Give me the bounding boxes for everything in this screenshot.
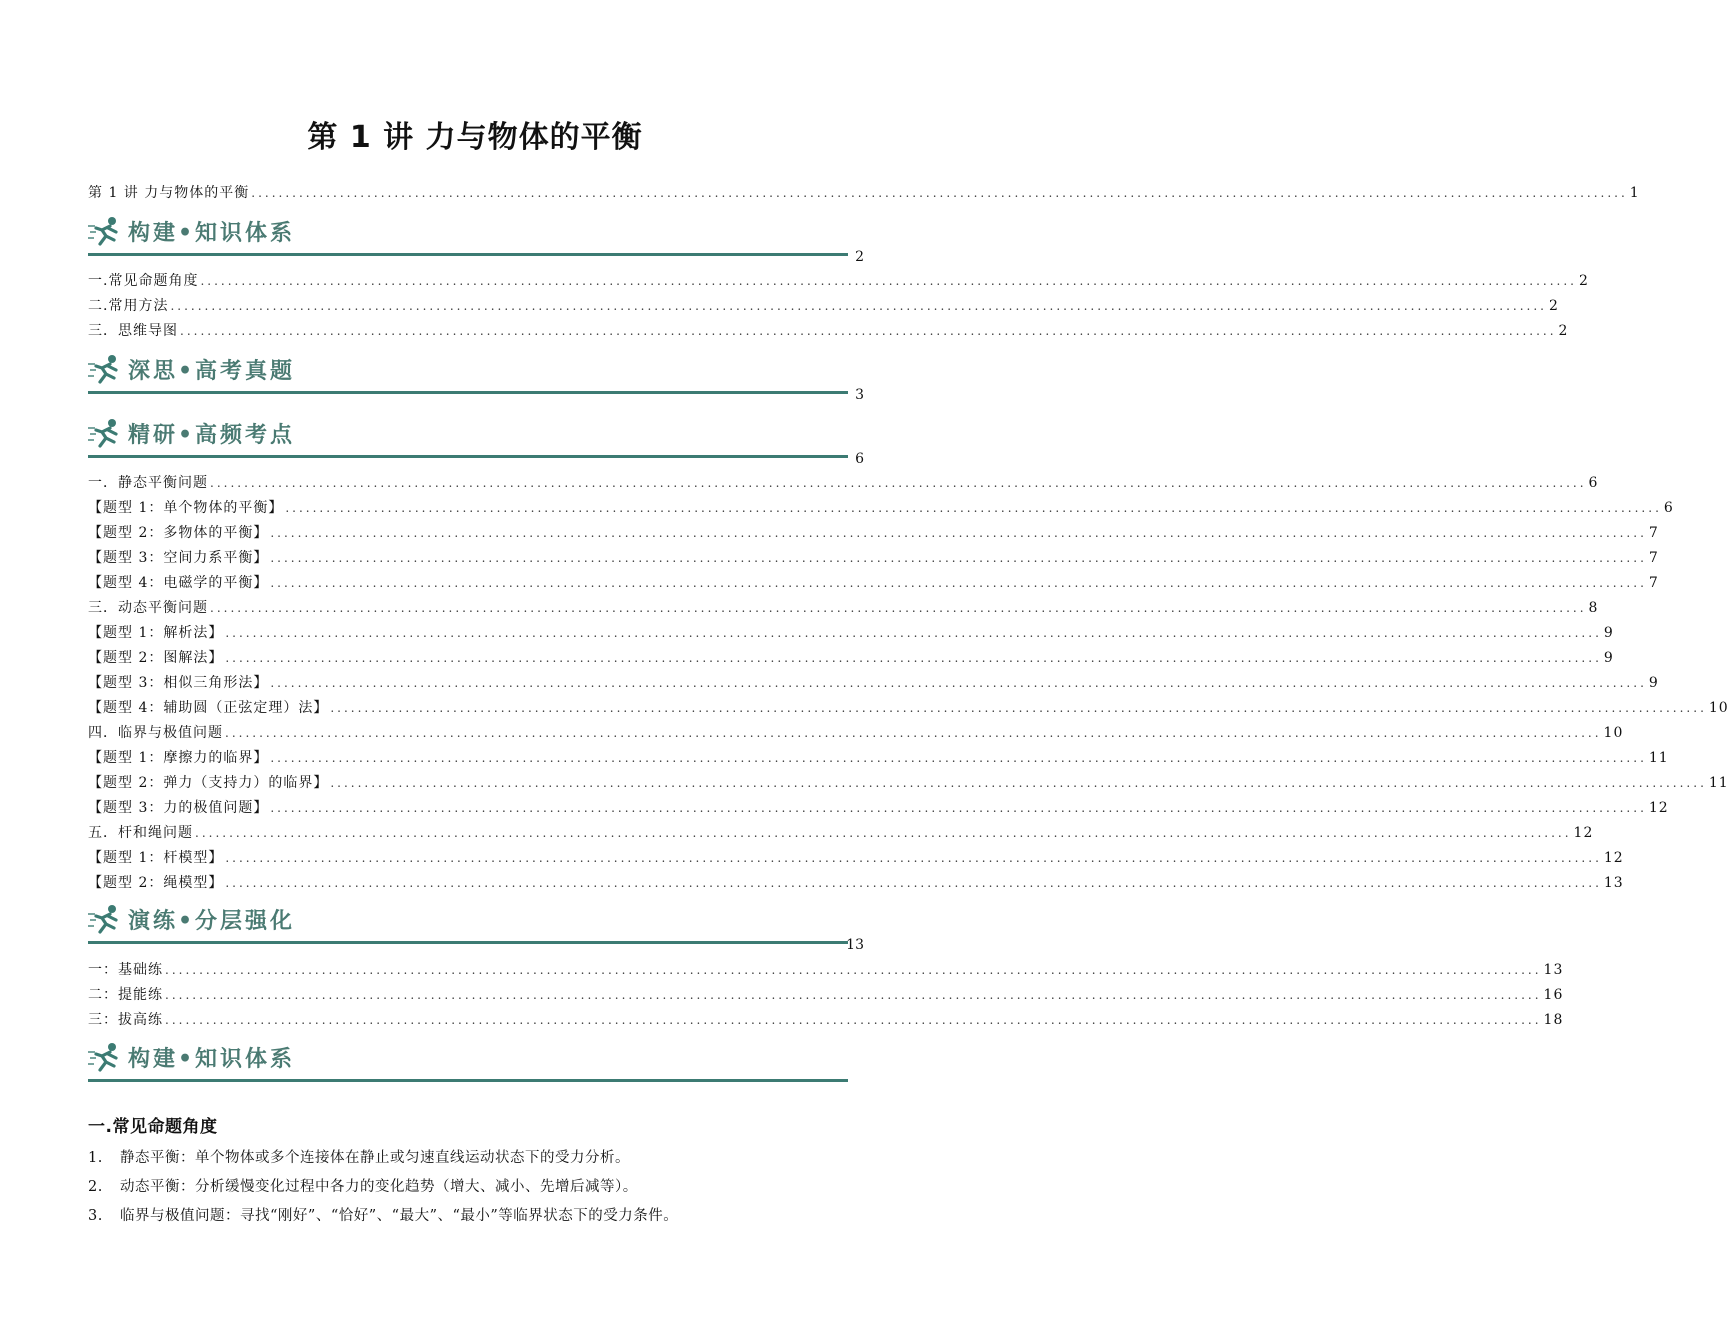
toc-entry-label: 【题型 3：力的极值问题】 bbox=[88, 800, 269, 816]
toc-leader: .......................................................................................................................................................................................................... bbox=[270, 576, 1647, 590]
toc-entry-label: 【题型 4：电磁学的平衡】 bbox=[88, 575, 269, 591]
toc-leader: .......................................................................................................................................................................................................... bbox=[330, 776, 1707, 790]
section-rule bbox=[88, 1079, 848, 1082]
toc-entry[interactable] bbox=[88, 795, 1669, 817]
toc-entry-page: 7 bbox=[1648, 550, 1659, 566]
toc-entry-page: 10 bbox=[1708, 700, 1729, 716]
toc-entry[interactable] bbox=[88, 620, 1614, 642]
section-title: 演练•分层强化 bbox=[128, 908, 296, 934]
toc-entry-page: 2 bbox=[1578, 273, 1589, 289]
list-item bbox=[88, 1148, 868, 1168]
toc-leader: .......................................................................................................................................................................................................... bbox=[270, 676, 1647, 690]
toc-entry-label: 【题型 2：绳模型】 bbox=[88, 875, 224, 891]
toc-entry-page: 12 bbox=[1603, 850, 1624, 866]
runner-icon bbox=[88, 354, 122, 384]
toc-leader: .......................................................................................................................................................................................................... bbox=[285, 501, 1662, 515]
toc-entry-label: 第 1 讲 力与物体的平衡 bbox=[88, 185, 250, 201]
list-number: 3. bbox=[88, 1208, 103, 1224]
toc-entry-page: 13 bbox=[1603, 875, 1624, 891]
toc-entry[interactable] bbox=[88, 1007, 1564, 1029]
toc-entry-label: 【题型 3：相似三角形法】 bbox=[88, 675, 269, 691]
toc-entry-label: 一：基础练 bbox=[88, 962, 163, 978]
toc-entry[interactable] bbox=[88, 745, 1669, 767]
toc-leader: .......................................................................................................................................................................................................... bbox=[210, 601, 1587, 615]
toc-entry[interactable] bbox=[88, 470, 1599, 492]
toc-entry-page: 7 bbox=[1648, 525, 1659, 541]
toc-leader: .......................................................................................................................................................................................................... bbox=[165, 963, 1542, 977]
toc-entry-page: 18 bbox=[1543, 1012, 1564, 1028]
toc-entry-page: 11 bbox=[1708, 775, 1729, 791]
section-header bbox=[88, 900, 848, 944]
toc-leader: .......................................................................................................................................................................................................... bbox=[195, 826, 1572, 840]
list-text: 临界与极值问题：寻找“刚好”、“恰好”、“最大”、“最小”等临界状态下的受力条件。 bbox=[120, 1208, 679, 1224]
list-text: 静态平衡：单个物体或多个连接体在静止或匀速直线运动状态下的受力分析。 bbox=[120, 1150, 630, 1166]
toc-entry[interactable] bbox=[88, 982, 1564, 1004]
toc-entry[interactable] bbox=[88, 957, 1564, 979]
list-number: 2. bbox=[88, 1179, 103, 1195]
toc-entry[interactable] bbox=[88, 870, 1624, 892]
toc-entry[interactable] bbox=[88, 293, 1559, 315]
toc-entry-page: 2 bbox=[1558, 323, 1569, 339]
toc-entry[interactable] bbox=[88, 695, 1729, 717]
toc-leader: .......................................................................................................................................................................................................... bbox=[180, 324, 1557, 338]
toc-leader: .......................................................................................................................................................................................................... bbox=[270, 551, 1647, 565]
list-number: 1. bbox=[88, 1150, 103, 1166]
section-rule bbox=[88, 455, 848, 458]
toc-leader: .......................................................................................................................................................................................................... bbox=[251, 186, 1628, 200]
toc-leader: .......................................................................................................................................................................................................... bbox=[330, 701, 1707, 715]
runner-icon bbox=[88, 1042, 122, 1072]
toc-entry-label: 一.常见命题角度 bbox=[88, 273, 199, 289]
toc-entry[interactable] bbox=[88, 268, 1589, 290]
toc-entry-page: 11 bbox=[1648, 750, 1669, 766]
section-rule bbox=[88, 941, 848, 944]
toc-entry-page: 12 bbox=[1648, 800, 1669, 816]
toc-section-page[interactable]: 13 bbox=[846, 937, 864, 953]
toc-entry[interactable] bbox=[88, 645, 1614, 667]
toc-entry-page: 9 bbox=[1603, 625, 1614, 641]
toc-entry-page: 12 bbox=[1573, 825, 1594, 841]
toc-entry[interactable] bbox=[88, 570, 1659, 592]
section-header bbox=[88, 212, 848, 256]
toc-entry-page: 1 bbox=[1629, 185, 1640, 201]
toc-entry[interactable] bbox=[88, 545, 1659, 567]
toc-entry-label: 三．思维导图 bbox=[88, 323, 178, 339]
section-header bbox=[88, 414, 848, 458]
toc-entry-label: 四．临界与极值问题 bbox=[88, 725, 223, 741]
toc-entry-page: 2 bbox=[1548, 298, 1559, 314]
runner-icon bbox=[88, 904, 122, 934]
toc-leader: .......................................................................................................................................................................................................... bbox=[210, 476, 1587, 490]
toc-entry[interactable] bbox=[88, 318, 1569, 340]
toc-section-page[interactable]: 2 bbox=[855, 249, 864, 265]
toc-leader: .......................................................................................................................................................................................................... bbox=[165, 1013, 1542, 1027]
toc-entry-page: 6 bbox=[1588, 475, 1599, 491]
toc-entry[interactable] bbox=[88, 820, 1594, 842]
toc-leader: .......................................................................................................................................................................................................... bbox=[225, 876, 1602, 890]
toc-leader: .......................................................................................................................................................................................................... bbox=[225, 626, 1602, 640]
toc-entry-page: 9 bbox=[1603, 650, 1614, 666]
toc-entry-page: 16 bbox=[1543, 987, 1564, 1003]
toc-leader: .......................................................................................................................................................................................................... bbox=[165, 988, 1542, 1002]
toc-entry-page: 10 bbox=[1603, 725, 1624, 741]
section-title: 构建•知识体系 bbox=[128, 220, 296, 246]
toc-leader: .......................................................................................................................................................................................................... bbox=[200, 274, 1577, 288]
body-heading: 一.常见命题角度 bbox=[88, 1117, 218, 1137]
page-title: 第 1 讲 力与物体的平衡 bbox=[307, 120, 643, 155]
toc-entry-label: 三：拔高练 bbox=[88, 1012, 163, 1028]
toc-entry[interactable] bbox=[88, 845, 1624, 867]
toc-entry[interactable] bbox=[88, 720, 1624, 742]
toc-leader: .......................................................................................................................................................................................................... bbox=[270, 751, 1647, 765]
toc-entry-label: 【题型 3：空间力系平衡】 bbox=[88, 550, 269, 566]
toc-entry-label: 【题型 1：单个物体的平衡】 bbox=[88, 500, 284, 516]
toc-entry-label: 一．静态平衡问题 bbox=[88, 475, 208, 491]
toc-entry-page: 13 bbox=[1543, 962, 1564, 978]
toc-entry[interactable] bbox=[88, 495, 1674, 517]
toc-entry-label: 【题型 1：解析法】 bbox=[88, 625, 224, 641]
toc-entry[interactable] bbox=[88, 520, 1659, 542]
toc-entry-label: 【题型 4：辅助圆（正弦定理）法】 bbox=[88, 700, 329, 716]
toc-entry-label: 【题型 2：弹力（支持力）的临界】 bbox=[88, 775, 329, 791]
toc-leader: .......................................................................................................................................................................................................... bbox=[225, 651, 1602, 665]
toc-section-page[interactable]: 6 bbox=[855, 451, 864, 467]
runner-icon bbox=[88, 418, 122, 448]
toc-entry-label: 【题型 2：多物体的平衡】 bbox=[88, 525, 269, 541]
toc-entry[interactable] bbox=[88, 595, 1599, 617]
toc-entry-label: 三．动态平衡问题 bbox=[88, 600, 208, 616]
list-item bbox=[88, 1206, 868, 1226]
list-item bbox=[88, 1177, 868, 1197]
toc-leader: .......................................................................................................................................................................................................... bbox=[270, 801, 1647, 815]
toc-entry-label: 五．杆和绳问题 bbox=[88, 825, 193, 841]
toc-entry[interactable] bbox=[88, 670, 1659, 692]
section-header bbox=[88, 350, 848, 394]
toc-entry[interactable] bbox=[88, 180, 1640, 202]
toc-entry-label: 二：提能练 bbox=[88, 987, 163, 1003]
toc-entry[interactable] bbox=[88, 770, 1729, 792]
section-rule bbox=[88, 391, 848, 394]
toc-leader: .......................................................................................................................................................................................................... bbox=[170, 299, 1547, 313]
section-title: 构建•知识体系 bbox=[128, 1046, 296, 1072]
runner-icon bbox=[88, 216, 122, 246]
section-title: 精研•高频考点 bbox=[128, 422, 296, 448]
toc-entry-page: 9 bbox=[1648, 675, 1659, 691]
toc-entry-label: 【题型 1：杆模型】 bbox=[88, 850, 224, 866]
toc-leader: .......................................................................................................................................................................................................... bbox=[225, 726, 1602, 740]
toc-entry-page: 8 bbox=[1588, 600, 1599, 616]
list-text: 动态平衡：分析缓慢变化过程中各力的变化趋势（增大、减小、先增后减等）。 bbox=[120, 1179, 638, 1195]
toc-entry-label: 【题型 2：图解法】 bbox=[88, 650, 224, 666]
toc-entry-page: 6 bbox=[1663, 500, 1674, 516]
toc-leader: .......................................................................................................................................................................................................... bbox=[225, 851, 1602, 865]
toc-leader: .......................................................................................................................................................................................................... bbox=[270, 526, 1647, 540]
toc-entry-page: 7 bbox=[1648, 575, 1659, 591]
toc-entry-label: 【题型 1：摩擦力的临界】 bbox=[88, 750, 269, 766]
section-header bbox=[88, 1038, 848, 1082]
toc-entry-label: 二.常用方法 bbox=[88, 298, 169, 314]
section-rule bbox=[88, 253, 848, 256]
section-title: 深思•高考真题 bbox=[128, 358, 296, 384]
toc-section-page[interactable]: 3 bbox=[855, 387, 864, 403]
